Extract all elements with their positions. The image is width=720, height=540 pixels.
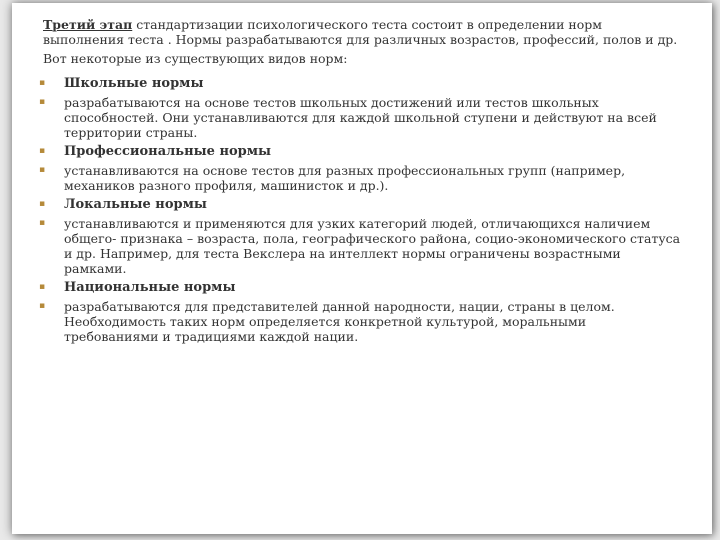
list-item-professional-title <box>39 144 683 159</box>
bullet-icon: ▪ <box>39 282 46 292</box>
norm-description: устанавливаются на основе тестов для разных профессиональных групп (например, механиков разного профиля, машинисток и др.). <box>64 163 626 193</box>
intro-paragraph <box>43 17 683 47</box>
bullet-icon: ▪ <box>39 97 46 107</box>
bullet-icon: ▪ <box>39 146 46 156</box>
norm-description: разрабатываются на основе тестов школьных достижений или тестов школьных способностей. Они устанавливаются для каждой школьной ступени и действуют на всей территории страны. <box>64 95 657 140</box>
bullet-icon: ▪ <box>39 301 46 311</box>
list-item-professional-description <box>39 163 683 193</box>
bullet-icon: ▪ <box>39 199 46 209</box>
list-item-school-title <box>39 76 683 91</box>
norms-list <box>39 76 683 344</box>
lead-text: Вот некоторые из существующих видов норм: <box>43 51 348 66</box>
list-item-national-title <box>39 280 683 295</box>
intro-emphasis: Третий этап <box>43 17 133 32</box>
norm-title: Профессиональные нормы <box>64 144 272 159</box>
norm-title: Национальные нормы <box>64 280 236 295</box>
bullet-icon: ▪ <box>39 218 46 228</box>
norm-description: устанавливаются и применяются для узких категорий людей, отличающихся наличием общего- признака – возраста, пола, географического района, социо-экономического статуса и др. Например, для теста Векслера на интеллект нормы ограничены возрастными рамками. <box>64 216 681 276</box>
list-item-national-description <box>39 299 683 344</box>
intro-text: стандартизации психологического теста состоит в определении норм выполнения теста . Нормы разрабатываются для различных возрастов, профессий, полов и др. <box>43 17 678 47</box>
slide <box>12 3 712 534</box>
norm-title: Школьные нормы <box>64 76 204 91</box>
norm-title: Локальные нормы <box>64 197 207 212</box>
bullet-icon: ▪ <box>39 78 46 88</box>
list-item-local-description <box>39 216 683 276</box>
slide-content <box>39 17 683 348</box>
norm-description: разрабатываются для представителей данной народности, нации, страны в целом. Необходимость таких норм определяется конкретной культурой, моральными требованиями и традициями каждой нации. <box>64 299 615 344</box>
list-item-local-title <box>39 197 683 212</box>
bullet-icon: ▪ <box>39 165 46 175</box>
list-item-school-description <box>39 95 683 140</box>
